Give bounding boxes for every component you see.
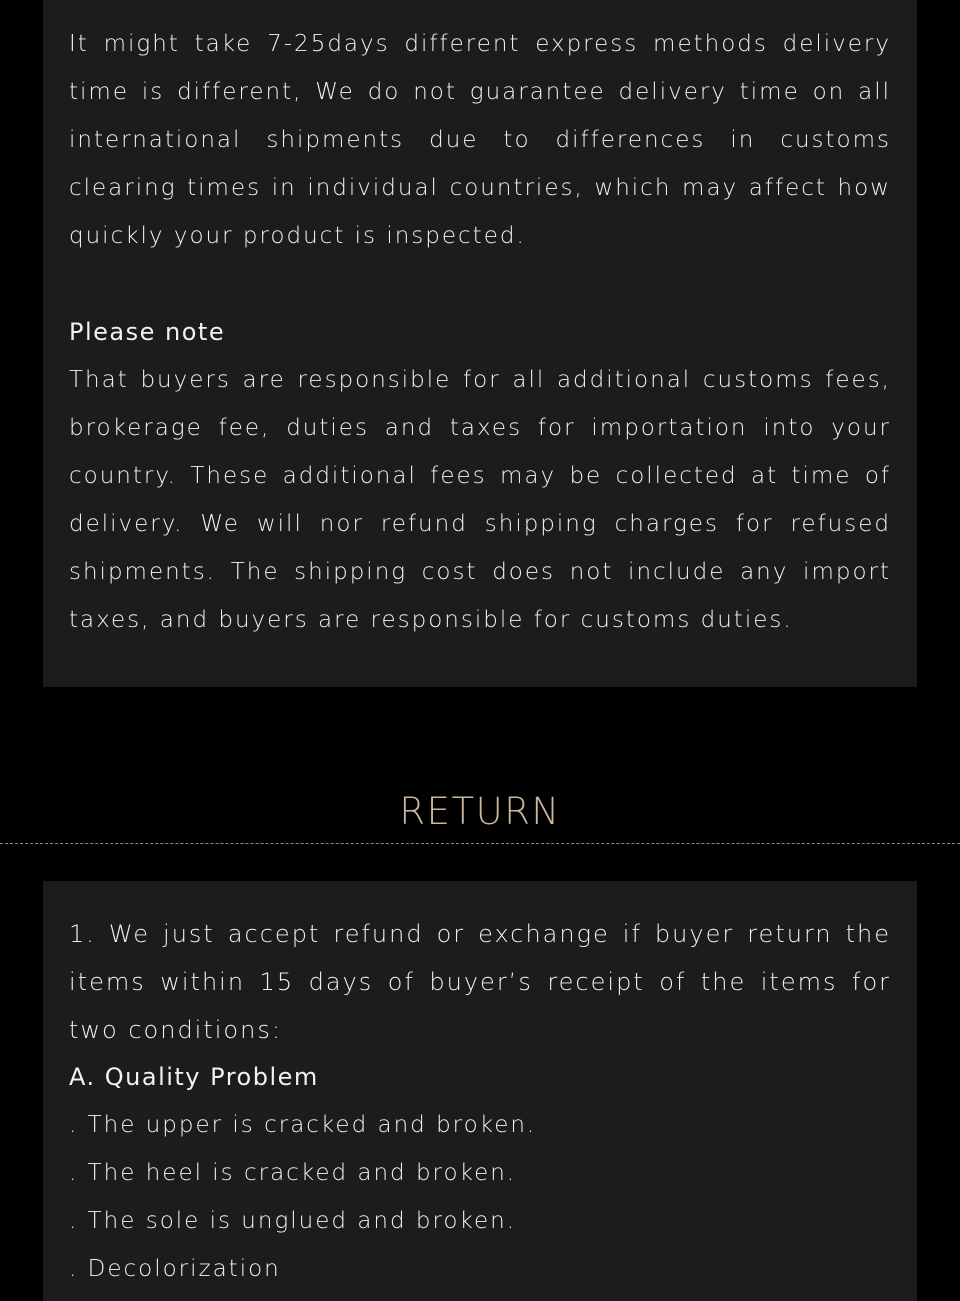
return-policy-panel bbox=[43, 881, 917, 1301]
quality-item: . The heel is cracked and broken. bbox=[69, 1160, 517, 1186]
dashed-divider bbox=[0, 843, 960, 844]
quality-problem-heading: A. Quality Problem bbox=[69, 1063, 319, 1091]
quality-item: . The upper is cracked and broken. bbox=[69, 1112, 537, 1138]
return-section-title: RETURN bbox=[399, 790, 561, 833]
quality-item: . The sole is unglued and broken. bbox=[69, 1208, 517, 1234]
please-note-heading: Please note bbox=[69, 318, 226, 346]
return-conditions-intro: 1. We just accept refund or exchange if buyer return the items within 15 days of buyer’s receipt of the items for two conditions: bbox=[69, 920, 891, 1044]
customs-fees-text: That buyers are responsible for all additional customs fees, brokerage fee, duties and taxes for importation into your country. These additional fees may be collected at time of delivery. We will nor refund shipping charges for refused shipments. The shipping cost does not include any import taxes, and buyers are responsible for customs duties. bbox=[69, 367, 891, 633]
delivery-time-text: It might take 7-25days different express methods delivery time is different, We do not guarantee delivery time on all international shipments due to differences in customs clearing times in individual countries, which may affect how quickly your product is inspected. bbox=[69, 31, 891, 249]
quality-item: . Decolorization bbox=[69, 1256, 281, 1282]
shipping-info-panel bbox=[43, 0, 917, 687]
